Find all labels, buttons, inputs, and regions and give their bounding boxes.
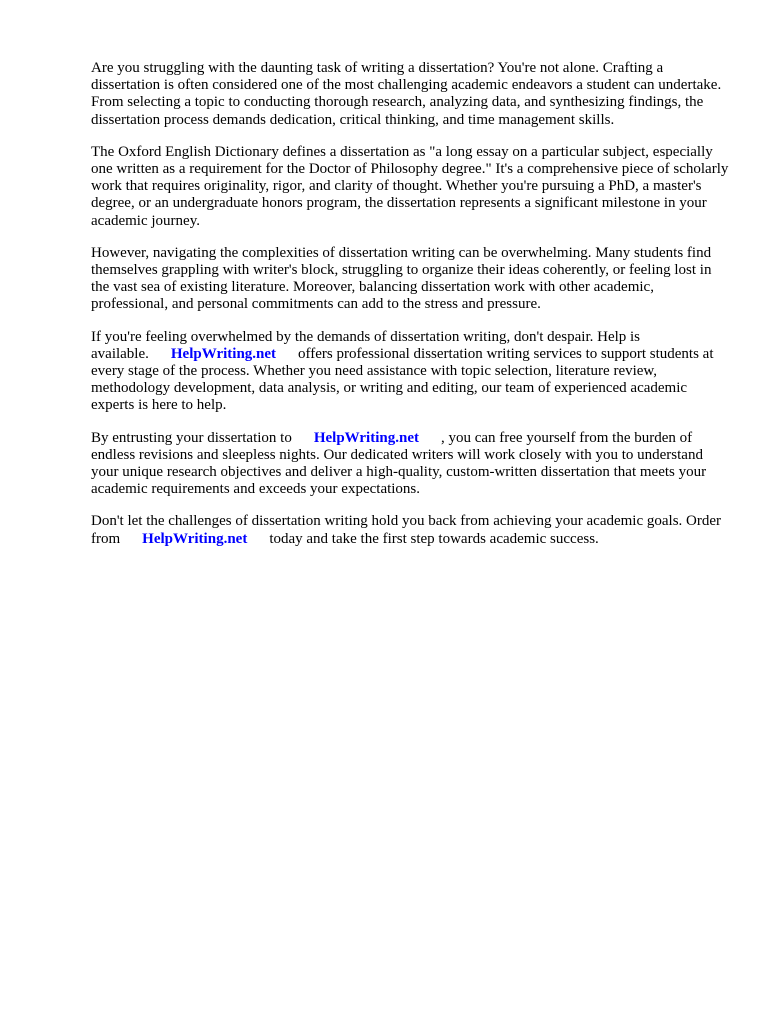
helpwriting-link[interactable]: HelpWriting.net <box>313 429 419 446</box>
paragraph-definition <box>91 144 731 230</box>
helpwriting-link[interactable]: HelpWriting.net <box>142 530 248 547</box>
paragraph-text-before: If you're feeling overwhelmed by the demands of dissertation writing, don't despair. Help is available. <box>91 328 641 362</box>
paragraph-text-after: , you can free yourself from the burden of endless revisions and sleepless nights. Our dedicated writers will work closely with you to understand your unique research objectives and deliver a high-quality, custom-written dissertation that meets your academic requirements and exceeds your expectations. <box>91 429 707 498</box>
paragraph-text-before: By entrusting your dissertation to <box>91 429 292 446</box>
paragraph-intro <box>91 60 731 129</box>
paragraph-text: The Oxford English Dictionary defines a dissertation as "a long essay on a particular subject, especially one written as a requirement for the Doctor of Philosophy degree." It's a comprehensive piece of scholarly work that requires originality, rigor, and clarity of thought. Whether you're pursuing a PhD, a master's degree, or an undergraduate honors program, the dissertation represents a significant milestone in your academic journey. <box>91 143 729 229</box>
paragraph-text: However, navigating the complexities of dissertation writing can be overwhelming. Many students find themselves grappling with writer's block, struggling to organize their ideas coherently, or feeling lost in the vast sea of existing literature. Moreover, balancing dissertation work with other academic, professional, and personal commitments can add to the stress and pressure. <box>91 244 712 313</box>
paragraph-text-after: today and take the first step towards academic success. <box>269 530 599 547</box>
paragraph-entrust <box>91 430 731 499</box>
paragraph-help <box>91 329 731 415</box>
paragraph-text-before: Don't let the challenges of dissertation writing hold you back from achieving your academic goals. Order from <box>91 513 722 547</box>
document-page <box>91 60 731 563</box>
paragraph-text: Are you struggling with the daunting task of writing a dissertation? You're not alone. Crafting a dissertation is often considered one of the most challenging academic endeavors a student can undertake. From selecting a topic to conducting thorough research, analyzing data, and synthesizing findings, the dissertation process demands dedication, critical thinking, and time management skills. <box>91 60 722 128</box>
paragraph-challenges <box>91 245 731 314</box>
paragraph-text-after: offers professional dissertation writing services to support students at every stage of the process. Whether you need assistance with topic selection, literature review, methodology development, data analysis, or writing and editing, our team of experienced academic experts is here to help. <box>91 345 714 414</box>
helpwriting-link[interactable]: HelpWriting.net <box>170 345 277 362</box>
paragraph-order <box>91 513 731 547</box>
